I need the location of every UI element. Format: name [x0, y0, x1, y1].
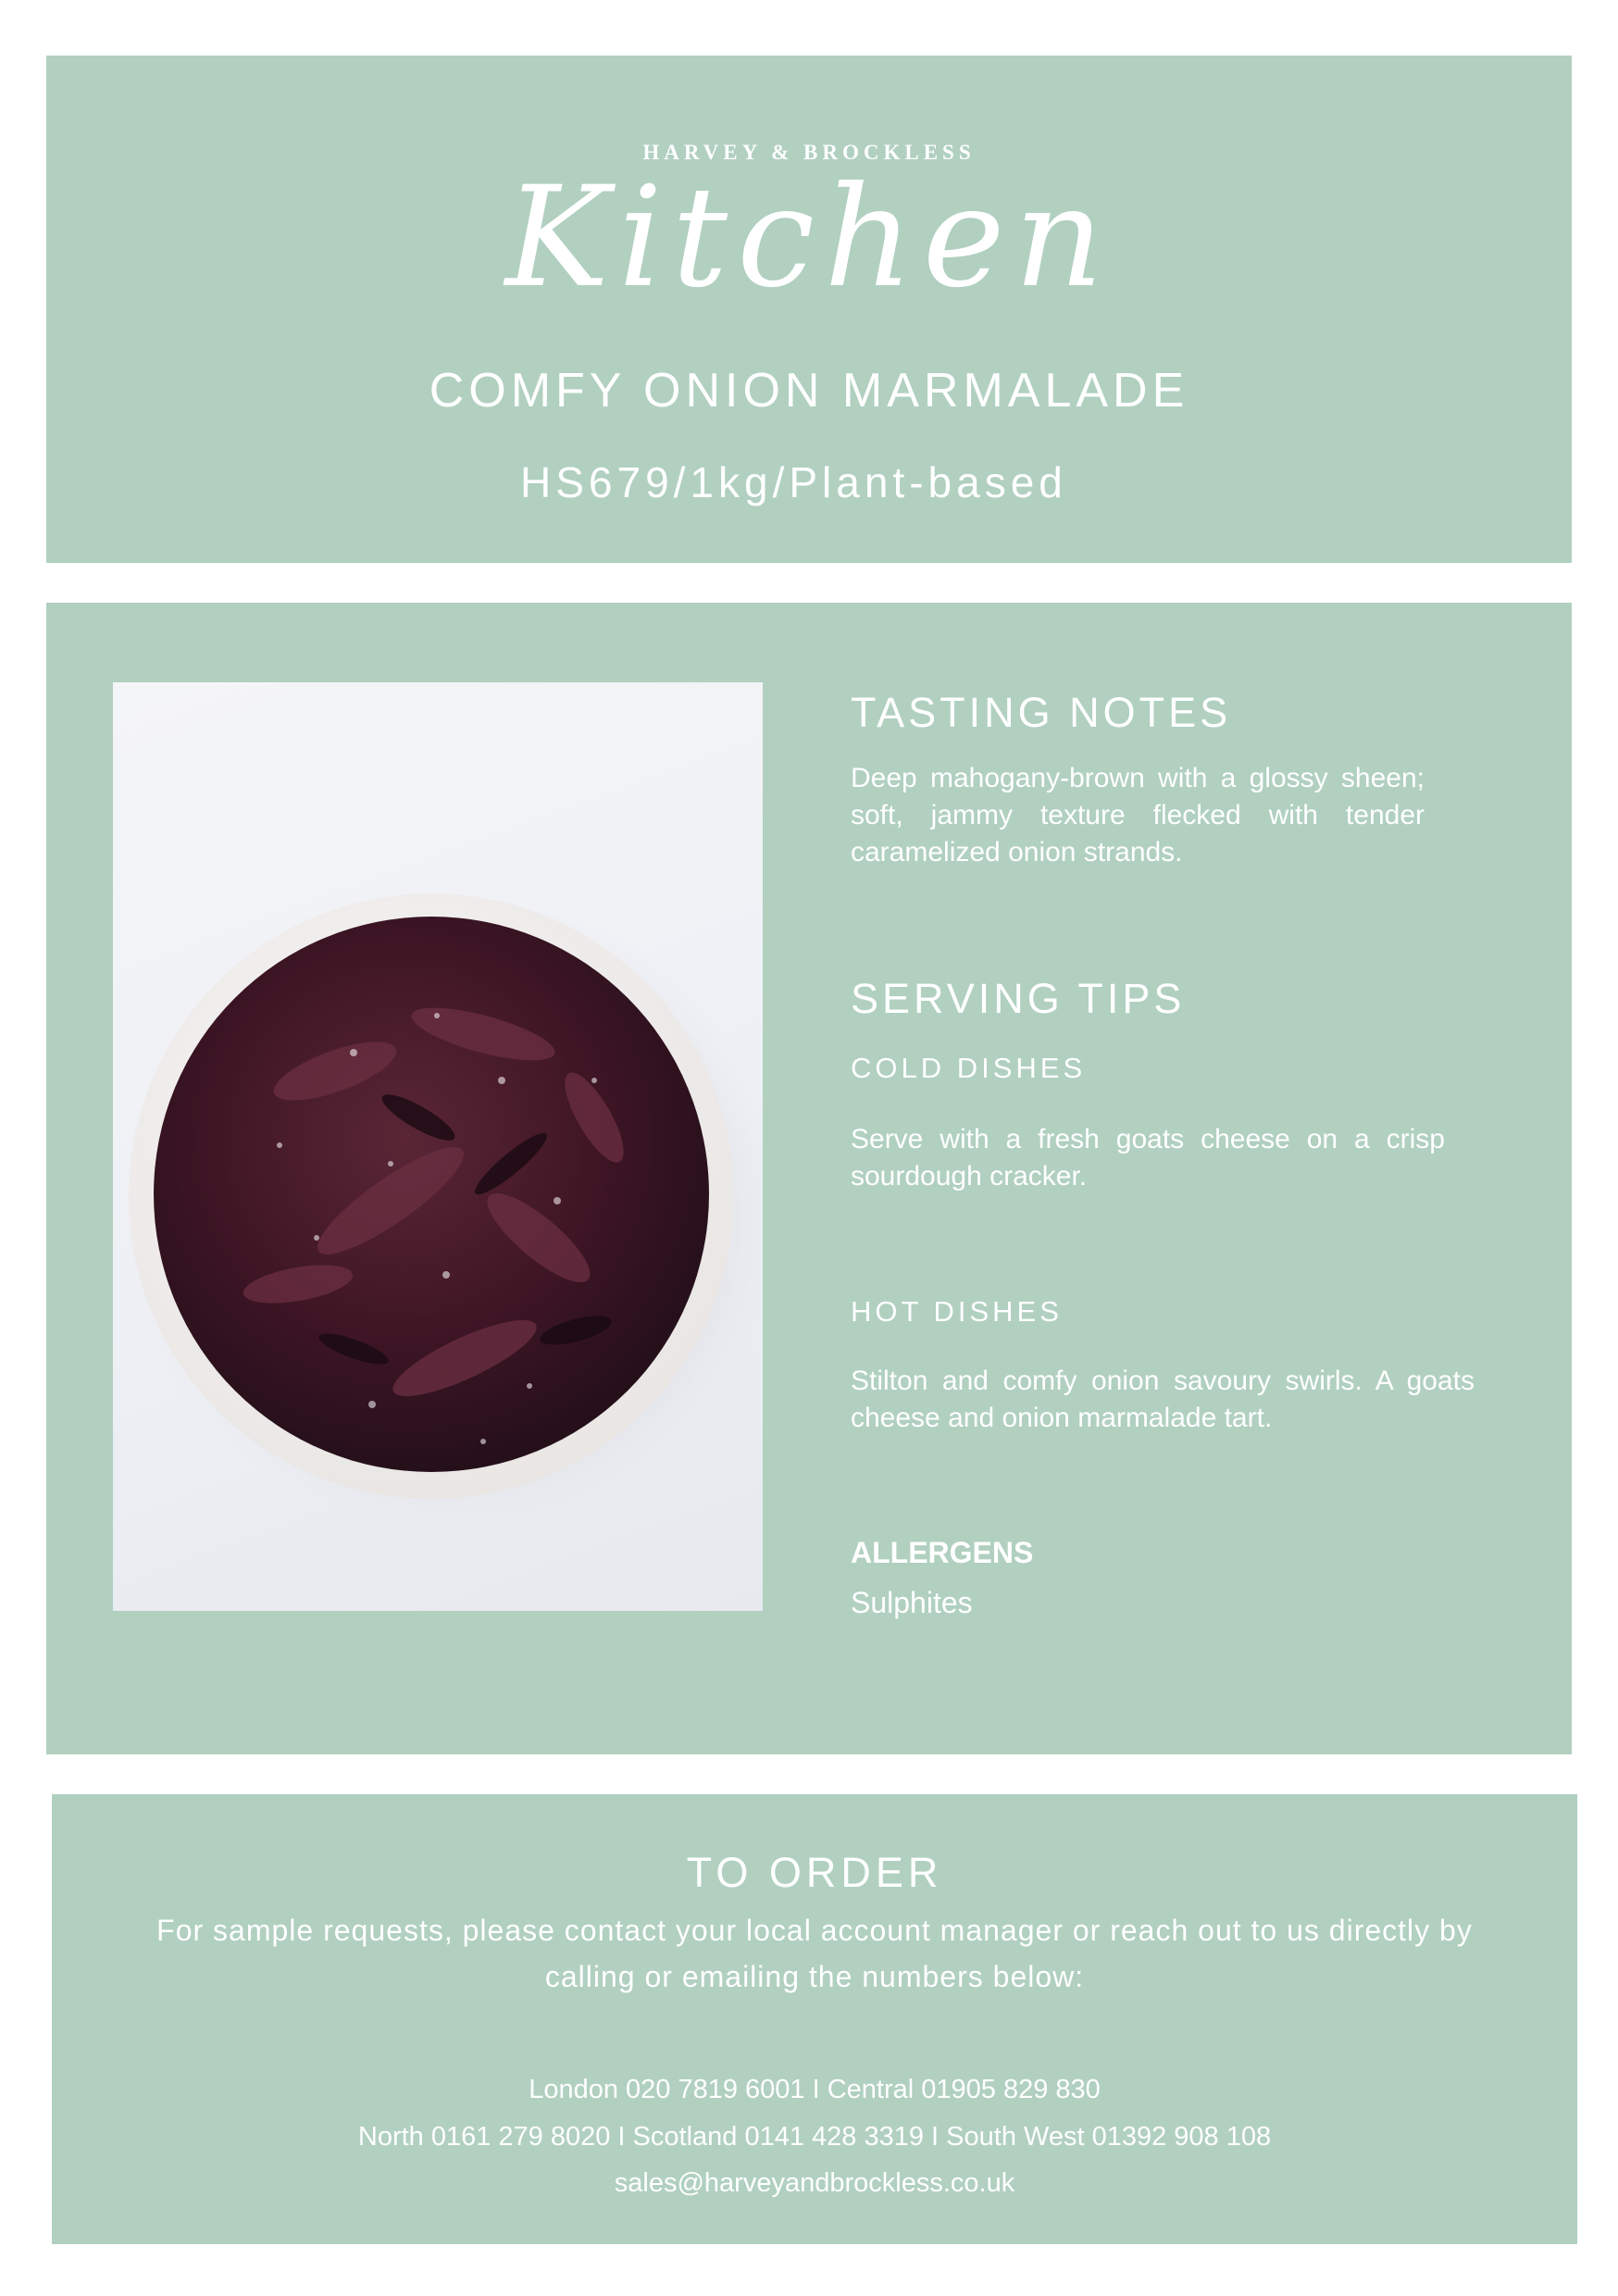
info-column	[851, 603, 1478, 1754]
hot-dishes-heading: HOT DISHES	[851, 1295, 1063, 1328]
order-panel	[52, 1794, 1577, 2244]
header-panel	[46, 56, 1572, 563]
contact-line-2: North 0161 279 8020 I Scotland 0141 428 3319 I South West 01392 908 108	[357, 2122, 1272, 2152]
allergens-value: Sulphites	[851, 1586, 973, 1619]
product-title: COMFY ONION MARMALADE	[429, 364, 1189, 418]
kitchen-script-logo: Kitchen	[504, 157, 1114, 318]
order-text: For sample requests, please contact your local account manager or reach out to us directly by calling or emailing the numbers below:	[156, 1914, 1473, 1993]
hot-dishes-text: Stilton and comfy onion savoury swirls. A goats cheese and onion marmalade tart.	[851, 1366, 1475, 1433]
product-code: HS679/1kg/Plant-based	[520, 458, 1067, 506]
serving-tips-heading: SERVING TIPS	[851, 975, 1186, 1022]
contact-line-1: London 020 7819 6001 I Central 01905 829 830	[529, 2075, 1101, 2104]
contact-email[interactable]: sales@harveyandbrockless.co.uk	[614, 2168, 1015, 2198]
main-panel	[46, 603, 1572, 1754]
tasting-notes-text: Deep mahogany-brown with a glossy sheen; soft, jammy texture flecked with tender caramelized onion strands.	[851, 763, 1425, 867]
product-photo	[113, 682, 763, 1611]
cold-dishes-text: Serve with a fresh goats cheese on a crisp sourdough cracker.	[851, 1124, 1445, 1192]
cold-dishes-heading: COLD DISHES	[851, 1052, 1087, 1084]
order-heading: TO ORDER	[686, 1849, 943, 1896]
tasting-notes-heading: TASTING NOTES	[851, 689, 1232, 736]
brand-name: HARVEY & BROCKLESS	[642, 141, 976, 164]
allergens-heading: ALLERGENS	[851, 1536, 1034, 1569]
